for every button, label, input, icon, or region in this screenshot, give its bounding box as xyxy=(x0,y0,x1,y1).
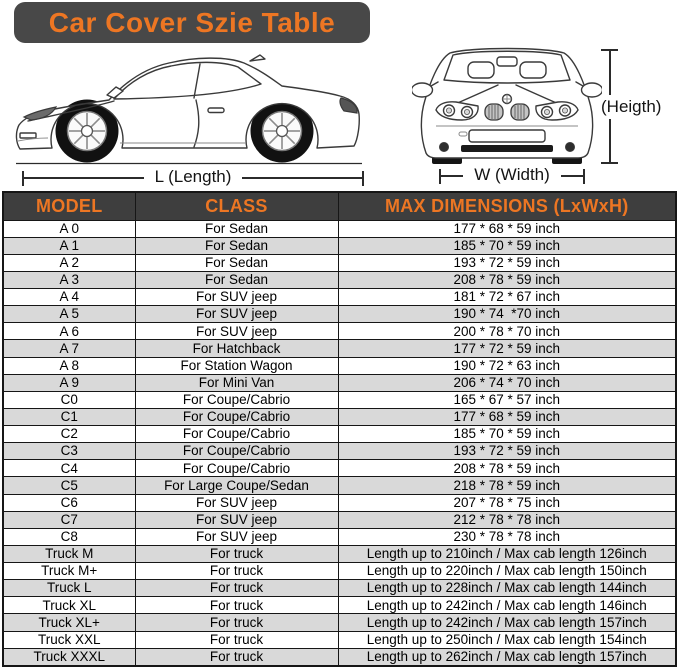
dimensions-cell: 230 * 78 * 78 inch xyxy=(338,528,676,545)
class-cell: For SUV jeep xyxy=(135,511,338,528)
class-cell: For truck xyxy=(135,614,338,631)
model-cell: C0 xyxy=(3,391,135,408)
dimensions-cell: 208 * 78 * 59 inch xyxy=(338,271,676,288)
model-cell: Truck XL+ xyxy=(3,614,135,631)
model-cell: C8 xyxy=(3,528,135,545)
table-row xyxy=(3,528,676,545)
class-cell: For Coupe/Cabrio xyxy=(135,391,338,408)
dimensions-cell: Length up to 220inch / Max cab length 150inch xyxy=(338,563,676,580)
class-cell: For truck xyxy=(135,648,338,666)
dimension-line xyxy=(609,51,611,95)
model-cell: Truck M xyxy=(3,545,135,562)
table-row xyxy=(3,477,676,494)
dimension-line xyxy=(441,175,463,177)
table-row xyxy=(3,254,676,271)
rearview-mirror xyxy=(497,57,517,66)
model-cell: A 4 xyxy=(3,289,135,306)
model-cell: Truck XL xyxy=(3,597,135,614)
class-cell: For Hatchback xyxy=(135,340,338,357)
right-fog-light xyxy=(566,143,575,152)
dimension-line xyxy=(24,177,144,179)
width-dimension-label: W (Width) xyxy=(474,165,550,184)
dimensions-cell: 181 * 72 * 67 inch xyxy=(338,289,676,306)
model-cell: A 0 xyxy=(3,220,135,237)
class-cell: For Sedan xyxy=(135,271,338,288)
size-table xyxy=(2,191,677,667)
table-row xyxy=(3,426,676,443)
table-row xyxy=(3,306,676,323)
model-cell: Truck L xyxy=(3,580,135,597)
table-row xyxy=(3,271,676,288)
table-row xyxy=(3,220,676,237)
dimensions-cell: Length up to 228inch / Max cab length 144inch xyxy=(338,580,676,597)
dimensions-cell: 185 * 70 * 59 inch xyxy=(338,237,676,254)
dimension-line xyxy=(561,175,583,177)
model-cell: C2 xyxy=(3,426,135,443)
dimensions-cell: 185 * 70 * 59 inch xyxy=(338,426,676,443)
model-cell: Truck M+ xyxy=(3,563,135,580)
column-header-model: MODEL xyxy=(3,192,135,220)
height-dimension xyxy=(601,49,661,164)
table-row xyxy=(3,408,676,425)
class-cell: For truck xyxy=(135,580,338,597)
table-row xyxy=(3,511,676,528)
class-cell: For truck xyxy=(135,545,338,562)
class-cell: For Sedan xyxy=(135,220,338,237)
class-cell: For SUV jeep xyxy=(135,289,338,306)
table-row xyxy=(3,391,676,408)
dimensions-cell: 165 * 67 * 57 inch xyxy=(338,391,676,408)
dimensions-cell: 193 * 72 * 59 inch xyxy=(338,254,676,271)
right-side-mirror xyxy=(582,83,603,97)
title-banner xyxy=(14,2,370,43)
left-fog-light xyxy=(440,143,449,152)
dimensions-cell: Length up to 242inch / Max cab length 157inch xyxy=(338,614,676,631)
table-row xyxy=(3,237,676,254)
dimensions-cell: 177 * 72 * 59 inch xyxy=(338,340,676,357)
class-cell: For SUV jeep xyxy=(135,323,338,340)
dimension-tick xyxy=(601,162,618,164)
height-dimension-label: (Heigth) xyxy=(601,96,662,116)
class-cell: For Sedan xyxy=(135,237,338,254)
dimensions-cell: Length up to 262inch / Max cab length 157inch xyxy=(338,648,676,666)
dimensions-cell: 177 * 68 * 59 inch xyxy=(338,220,676,237)
model-cell: A 1 xyxy=(3,237,135,254)
dimensions-cell: 208 * 78 * 59 inch xyxy=(338,460,676,477)
class-cell: For Coupe/Cabrio xyxy=(135,426,338,443)
width-dimension xyxy=(439,165,585,184)
table-row xyxy=(3,460,676,477)
class-cell: For truck xyxy=(135,597,338,614)
table-row xyxy=(3,631,676,648)
class-cell: For SUV jeep xyxy=(135,528,338,545)
table-row xyxy=(3,494,676,511)
dimensions-cell: Length up to 242inch / Max cab length 146inch xyxy=(338,597,676,614)
model-cell: C1 xyxy=(3,408,135,425)
table-row xyxy=(3,563,676,580)
table-row xyxy=(3,374,676,391)
class-cell: For Coupe/Cabrio xyxy=(135,460,338,477)
model-cell: C6 xyxy=(3,494,135,511)
dimensions-cell: 177 * 68 * 59 inch xyxy=(338,408,676,425)
page-title: Car Cover Szie Table xyxy=(48,6,336,38)
dimension-line xyxy=(609,119,611,163)
left-headrest xyxy=(468,62,494,78)
bumper-opening xyxy=(469,130,545,142)
dimensions-cell: 190 * 72 * 63 inch xyxy=(338,357,676,374)
class-cell: For Mini Van xyxy=(135,374,338,391)
model-cell: A 8 xyxy=(3,357,135,374)
model-cell: A 3 xyxy=(3,271,135,288)
size-table-body xyxy=(3,220,676,666)
length-dimension xyxy=(22,167,364,186)
model-cell: A 2 xyxy=(3,254,135,271)
car-side-view-illustration xyxy=(14,51,364,165)
table-row xyxy=(3,357,676,374)
length-dimension-label: L (Length) xyxy=(154,167,232,186)
model-cell: C7 xyxy=(3,511,135,528)
model-cell: A 7 xyxy=(3,340,135,357)
table-header-row xyxy=(3,192,676,220)
table-row xyxy=(3,648,676,666)
column-header-dimensions: MAX DIMENSIONS (LxWxH) xyxy=(338,192,676,220)
dimensions-cell: 200 * 78 * 70 inch xyxy=(338,323,676,340)
dimension-tick xyxy=(362,171,364,186)
class-cell: For truck xyxy=(135,631,338,648)
dimensions-cell: 190 * 74 *70 inch xyxy=(338,306,676,323)
table-row xyxy=(3,614,676,631)
dimensions-cell: 206 * 74 * 70 inch xyxy=(338,374,676,391)
class-cell: For truck xyxy=(135,563,338,580)
model-cell: C4 xyxy=(3,460,135,477)
model-cell: C5 xyxy=(3,477,135,494)
table-row xyxy=(3,340,676,357)
left-side-mirror xyxy=(412,83,433,97)
dimension-line xyxy=(242,177,362,179)
model-cell: C3 xyxy=(3,443,135,460)
car-front-view-illustration xyxy=(412,44,602,166)
column-header-class: CLASS xyxy=(135,192,338,220)
dimensions-cell: 207 * 78 * 75 inch xyxy=(338,494,676,511)
model-cell: Truck XXL xyxy=(3,631,135,648)
dimensions-cell: Length up to 210inch / Max cab length 126inch xyxy=(338,545,676,562)
dimension-tick xyxy=(583,169,585,184)
table-row xyxy=(3,323,676,340)
model-cell: A 6 xyxy=(3,323,135,340)
model-cell: Truck XXXL xyxy=(3,648,135,666)
table-row xyxy=(3,597,676,614)
table-row xyxy=(3,545,676,562)
dimensions-cell: 193 * 72 * 59 inch xyxy=(338,443,676,460)
dimensions-cell: Length up to 250inch / Max cab length 154inch xyxy=(338,631,676,648)
class-cell: For Coupe/Cabrio xyxy=(135,443,338,460)
table-row xyxy=(3,580,676,597)
class-cell: For SUV jeep xyxy=(135,306,338,323)
class-cell: For Coupe/Cabrio xyxy=(135,408,338,425)
class-cell: For Station Wagon xyxy=(135,357,338,374)
right-headrest xyxy=(520,62,546,78)
dimensions-cell: 212 * 78 * 78 inch xyxy=(338,511,676,528)
model-cell: A 9 xyxy=(3,374,135,391)
class-cell: For Sedan xyxy=(135,254,338,271)
class-cell: For Large Coupe/Sedan xyxy=(135,477,338,494)
table-row xyxy=(3,443,676,460)
bumper-intake xyxy=(461,145,553,152)
class-cell: For SUV jeep xyxy=(135,494,338,511)
table-row xyxy=(3,289,676,306)
model-cell: A 5 xyxy=(3,306,135,323)
dimensions-cell: 218 * 78 * 59 inch xyxy=(338,477,676,494)
